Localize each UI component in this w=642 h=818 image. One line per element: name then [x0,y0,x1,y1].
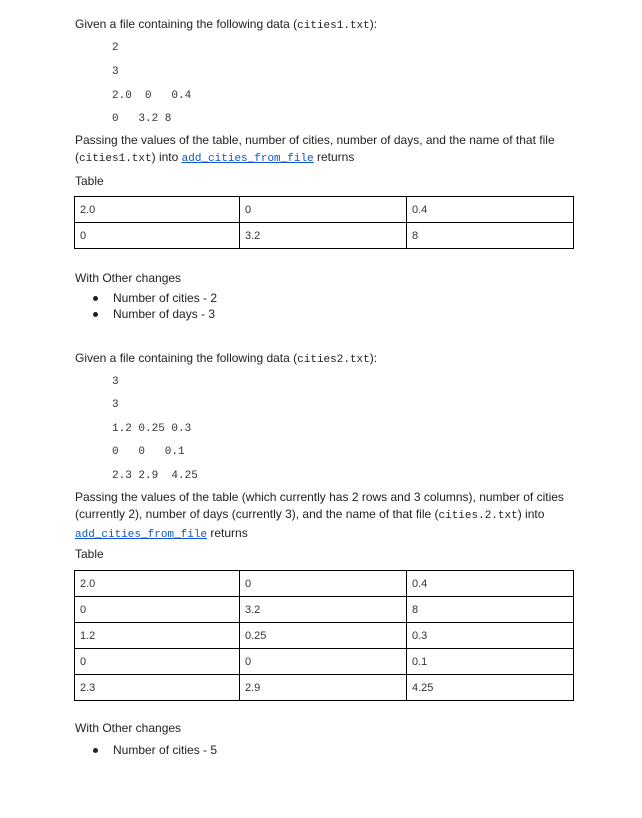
section2-passing-paragraph [75,489,575,544]
table-cell: 0 [75,649,240,675]
intro-suffix: ): [369,17,378,31]
table-cell: 0 [75,597,240,623]
table-row [75,197,574,223]
table-cell: 0 [240,649,407,675]
file-line: 0 3.2 8 [112,113,172,125]
file-line: 3 [112,376,119,388]
data-table [74,570,574,701]
table-cell: 3.2 [240,223,407,249]
table-row [75,649,574,675]
table-cell: 0.1 [407,649,574,675]
intro-text: Given a file containing the following data ( [75,351,298,365]
other-changes-label: With Other changes [75,271,182,285]
intro-filename: cities1.txt [297,20,370,32]
intro-suffix: ): [369,351,378,365]
other-changes-list [75,291,217,322]
list-item: Number of cities - 5 [75,743,217,759]
file-line: 2.0 0 0.4 [112,90,192,102]
table-cell: 0 [240,571,407,597]
table-cell: 4.25 [407,675,574,701]
section1-passing-paragraph [75,132,575,168]
table-cell: 3.2 [240,597,407,623]
table-cell: 2.9 [240,675,407,701]
passing-text: ) into [517,507,545,521]
file-line: 1.2 0.25 0.3 [112,423,192,435]
passing-text: Passing the values of the table, number of cities, number of days, and the name of that file ( [75,133,555,164]
file-line: 0 0 0.1 [112,446,185,458]
function-link[interactable]: add_cities_from_file [181,153,314,165]
table-cell: 0 [240,197,407,223]
section1-intro [75,17,377,32]
passing-text: Passing the values of the table (which currently has 2 rows and 3 columns), number of cities (currently 2), number of days (currently 3), and the name of that file ( [75,490,564,521]
file-line: 2.3 2.9 4.25 [112,470,198,482]
passing-text: ) into [151,150,182,164]
table-cell: 0.3 [407,623,574,649]
list-item: Number of days - 3 [75,307,217,323]
passing-text: returns [313,150,355,164]
passing-filename: cities1.txt [79,153,152,165]
table-row [75,675,574,701]
table-cell: 2.3 [75,675,240,701]
file-line: 3 [112,66,119,78]
list-item: Number of cities - 2 [75,291,217,307]
table-cell: 2.0 [75,197,240,223]
table-row [75,597,574,623]
table-label: Table [75,547,104,561]
table-cell: 0.25 [240,623,407,649]
other-changes-list [75,743,217,759]
table-row [75,571,574,597]
table-cell: 2.0 [75,571,240,597]
table-cell: 0.4 [407,571,574,597]
table-label: Table [75,174,104,188]
table-cell: 0.4 [407,197,574,223]
table-cell: 1.2 [75,623,240,649]
intro-filename: cities2.txt [297,354,370,366]
function-link[interactable]: add_cities_from_file [75,529,208,541]
passing-text: returns [207,526,248,540]
table-row [75,223,574,249]
table-cell: 8 [407,597,574,623]
section2-intro [75,351,377,366]
passing-filename: cities.2.txt [438,510,518,522]
intro-text: Given a file containing the following data ( [75,17,298,31]
file-line: 3 [112,399,119,411]
table-row [75,623,574,649]
table-cell: 8 [407,223,574,249]
data-table [74,196,574,249]
file-line: 2 [112,42,119,54]
table-cell: 0 [75,223,240,249]
other-changes-label: With Other changes [75,721,182,735]
